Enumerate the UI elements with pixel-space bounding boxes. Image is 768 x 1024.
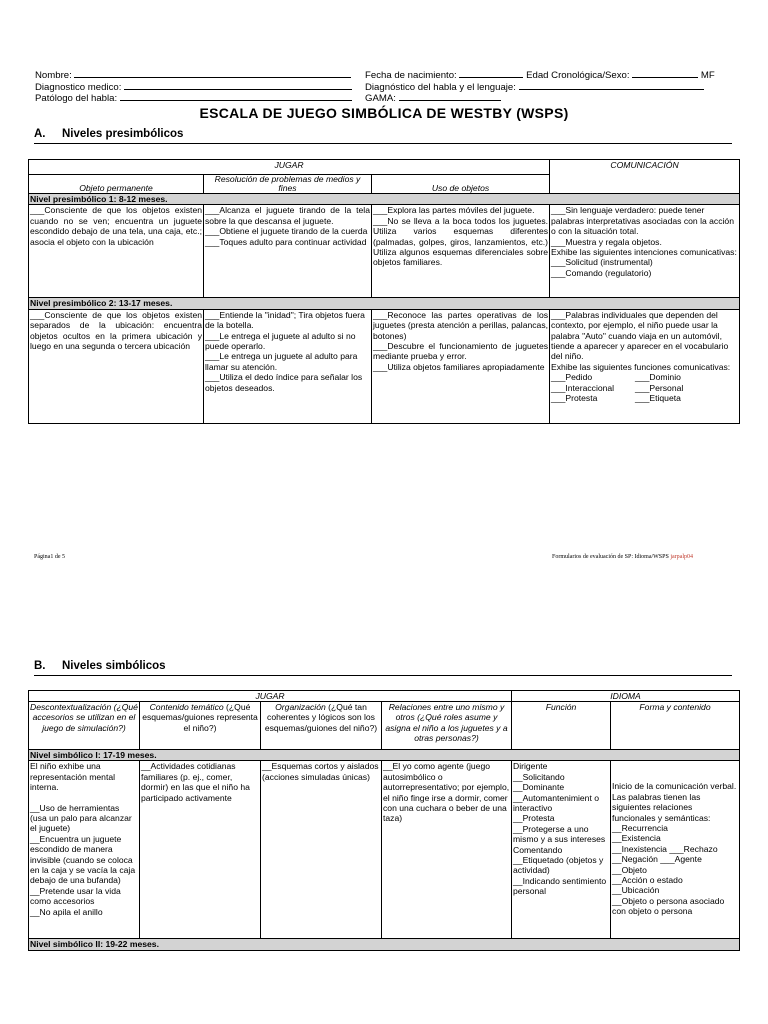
s1-desc-item: __No apila el anillo: [30, 906, 103, 917]
l1-objeto-cell: ___Consciente de que los objetos existen cuando no se ven; encuentra un juguete escondido debajo de una tela, una caja, etc.; asocia el objeto con la ubicación: [29, 205, 204, 298]
nombre-label: Nombre:: [35, 70, 72, 81]
section-a-letter: A.: [34, 128, 46, 140]
edad-line[interactable]: [632, 68, 698, 78]
l2-com-pair-left: ___Pedido: [551, 372, 593, 383]
fecha-nacimiento-label: Fecha de nacimiento:: [365, 70, 457, 81]
nivel-presimbolico-2: Nivel presimbólico 2: 13-17 meses.: [29, 298, 740, 309]
contenido-tematico-title: Contenido temático: [149, 702, 224, 712]
s1-contenido-cell: __Actividades cotidianas familiares (p. ej., comer, dormir) en las que el niño ha participado activamente: [140, 761, 261, 939]
s1-funcion-cell: [512, 761, 611, 939]
s1-funcion-item: __Protesta: [513, 813, 555, 824]
l1-resolucion-item: ___Toques adulto para continuar actividad: [205, 236, 367, 247]
l1-com-item: Exhibe las siguientes intenciones comunicativas:: [551, 247, 737, 258]
idioma-header: IDIOMA: [512, 691, 740, 702]
organizacion-title: Organización: [275, 702, 326, 712]
l1-resolucion-cell: [204, 205, 372, 298]
contenido-tematico-desc: (¿Qué esquemas/guiones representa el niño?): [142, 702, 258, 733]
l1-com-item: ___Muestra y regala objetos.: [551, 236, 662, 247]
s1-funcion-item: __Automantenimient o interactivo: [513, 792, 600, 814]
s1-forma-cell: [611, 761, 740, 939]
section-b-heading: [34, 660, 166, 672]
l2-com-pair-right: ___Etiqueta: [635, 393, 681, 404]
uso-objetos-header: Uso de objetos: [372, 175, 550, 194]
forma-contenido-header: Forma y contenido: [611, 702, 740, 750]
l2-com-item: ___Palabras individuales que dependen del contexto, por ejemplo, el niño puede usar la palabra "Auto" cuando viaja en un automóvil, tiende a aparecer y aparecer en el vocabulario del niño.: [551, 309, 729, 362]
l2-com-item: Exhibe las siguientes funciones comunicativas:: [551, 361, 731, 372]
s1-desc-item: El niño exhibe una representación mental interna.: [30, 761, 116, 793]
s1-forma-item: __Acción o estado: [612, 875, 683, 886]
l2-com-pair-right: ___Dominio: [635, 372, 681, 383]
resolucion-header: Resolución de problemas de medios y fines: [204, 175, 372, 194]
l2-uso-cell: [372, 309, 550, 423]
table-simbolicos: [28, 690, 740, 951]
l2-uso-item: ___Utiliza objetos familiares apropiadamente: [373, 361, 545, 372]
l2-com-pair: [551, 372, 738, 382]
l2-comunicacion-cell: [550, 309, 740, 423]
l2-resolucion-item: ___Utiliza el dedo índice para señalar los objetos deseados.: [205, 372, 363, 393]
s1-forma-item: __Negación ___Agente: [612, 854, 702, 865]
s1-forma-intro: Inicio de la comunicación verbal. Las palabras tienen las siguientes relaciones funcionales y semánticas:: [612, 781, 737, 823]
contenido-tematico-header: [140, 702, 261, 750]
section-a-rule: [34, 143, 732, 144]
nivel-simbolico-2: Nivel simbólico II: 19-22 meses.: [29, 939, 740, 950]
s1-relaciones-cell: __El yo como agente (juego autosimbólico o autorrepresentativo; por ejemplo, el niño finge irse a dormir, comer con una cuchara o beber de una taza): [382, 761, 512, 939]
descontextualizacion-header: [29, 702, 140, 750]
gama-line[interactable]: [399, 91, 501, 101]
l2-com-pair: [551, 383, 738, 393]
s1-funcion-item: __Dominante: [513, 782, 565, 793]
footer-form-code: jarpalp04: [670, 554, 693, 560]
s1-funcion-item: __Protegerse a uno mismo y a sus intereses: [513, 823, 606, 845]
organizacion-desc: (¿Qué tan coherentes y lógicos son los esquemas/guiones del niño?): [264, 702, 378, 733]
l1-comunicacion-cell: [550, 205, 740, 298]
section-a-heading: [34, 128, 183, 140]
s1-desc-item: __Encuentra un juguete escondido de manera invisible (cuando se coloca en la caja y se vacía la caja debajo de una bufanda): [30, 833, 136, 886]
jugar-header-b: JUGAR: [29, 691, 512, 702]
l2-resolucion-cell: [204, 309, 372, 423]
l1-resolucion-item: ___Obtiene el juguete tirando de la cuerda: [205, 226, 368, 237]
comunicacion-header: COMUNICACIÓN: [550, 160, 740, 194]
s1-funcion-item: __Indicando sentimiento personal: [513, 875, 607, 897]
l2-com-pair: [551, 393, 738, 403]
footer-page-number: Página1 de 5: [34, 554, 65, 560]
gama-label: GAMA:: [365, 93, 396, 104]
page-title: ESCALA DE JUEGO SIMBÓLICA DE WESTBY (WSPS): [199, 105, 569, 121]
s1-descontextualizacion-cell: [29, 761, 140, 939]
relaciones-header: Relaciones entre uno mismo y otros (¿Qué roles asume y asigna el niño a los juguetes y a otras personas?): [382, 702, 512, 750]
l2-com-pair-right: ___Personal: [635, 382, 684, 393]
s1-forma-item: __Objeto o persona asociado con objeto o persona: [612, 895, 725, 917]
jugar-header: JUGAR: [29, 160, 550, 175]
section-b-rule: [34, 675, 732, 676]
l1-com-item: ___Comando (regulatorio): [551, 267, 652, 278]
l2-objeto-cell: ___Consciente de que los objetos existen separados de la ubicación: encuentra objetos ocultos en la primera ubicación y luego en una segunda o tercera ubicación: [29, 309, 204, 423]
s1-organizacion-cell: __Esquemas cortos y aislados (acciones simuladas únicas): [261, 761, 382, 939]
funcion-header: Función: [512, 702, 611, 750]
fecha-nacimiento-line[interactable]: [459, 68, 523, 78]
gama-field: [365, 91, 501, 104]
table-presimbolicos: [28, 159, 740, 424]
s1-forma-item: __Recurrencia: [612, 823, 668, 834]
diagnostico-medico-label: Diagnostico medico:: [35, 82, 122, 93]
s1-forma-item: __Existencia: [612, 833, 661, 844]
s1-funcion-item: __Etiquetado (objetos y actividad): [513, 855, 604, 876]
l1-com-item: ___Solicitud (instrumental): [551, 257, 653, 268]
l2-resolucion-item: ___Le entrega un juguete al adulto para llamar su atención.: [205, 351, 358, 372]
l2-resolucion-item: ___Entiende la "inidad"; Tira objetos fuera de la botella.: [205, 309, 365, 331]
l2-com-pair-left: ___Protesta: [551, 393, 598, 404]
nivel-presimbolico-1: Nivel presimbólico 1: 8-12 meses.: [29, 194, 740, 205]
l1-uso-item: ___Explora las partes móviles del juguete.: [373, 205, 535, 216]
nivel-simbolico-1: Nivel simbólico I: 17-19 meses.: [29, 750, 740, 761]
l2-com-pair-left: ___Interaccional: [551, 382, 615, 393]
l2-resolucion-item: ___Le entrega el juguete al adulto si no puede operarlo.: [205, 330, 356, 352]
l1-resolucion-item: ___Alcanza el juguete tirando de la tela sobre la que descansa el juguete.: [205, 205, 370, 226]
s1-funcion-item: __Solicitando: [513, 771, 565, 782]
diagnostico-habla-label: Diagnóstico del habla y el lenguaje:: [365, 82, 516, 93]
s1-desc-item: __Pretende usar la vida como accesorios: [30, 885, 121, 907]
s1-desc-spacer: [30, 793, 138, 803]
mf-label: MF: [700, 70, 715, 81]
s1-funcion-item: Dirigente: [513, 761, 548, 772]
s1-forma-item: __Objeto: [612, 864, 647, 875]
patologo-label: Patólogo del habla:: [35, 93, 118, 104]
descontextualizacion-text: Descontextualización (¿Qué accesorios se utilizan en el juego de simulación?): [30, 702, 138, 733]
l2-uso-item: ___Reconoce las partes operativas de los juguetes (presta atención a perillas, palancas, botones): [373, 309, 549, 341]
section-a-label: Niveles presimbólicos: [62, 128, 184, 140]
footer-form-label: Formularios de evaluación de SP: Idioma/WSPS: [552, 554, 669, 560]
l2-uso-item: ___Descubre el funcionamiento de juguetes mediante prueba y error.: [373, 341, 549, 362]
l1-uso-cell: [372, 205, 550, 298]
l1-com-item: ___Sin lenguaje verdadero: puede tener palabras interpretativas asociadas con la acción o con la situación total.: [551, 205, 734, 237]
edad-label: Edad Cronológica/Sexo:: [526, 70, 630, 81]
l1-uso-item: ___No se lleva a la boca todos los juguetes. Utiliza varios esquemas diferentes (palmadas, golpes, giros, lanzamientos, etc.) Utiliza algunos esquemas diferenciales sobre objetos familiares.: [373, 215, 549, 268]
footer-form-name: [552, 554, 693, 560]
patologo-line[interactable]: [120, 91, 352, 101]
nombre-line[interactable]: [74, 68, 351, 78]
objeto-permanente-header: Objeto permanente: [29, 175, 204, 194]
s1-funcion-item: Comentando: [513, 844, 563, 855]
s1-desc-item: __Uso de herramientas (usa un palo para alcanzar el juguete): [30, 802, 132, 834]
s1-forma-item: __Inexistencia ___Rechazo: [612, 843, 718, 854]
organizacion-header: [261, 702, 382, 750]
s1-forma-item: __Ubicación: [612, 885, 660, 896]
diagnostico-medico-line[interactable]: [124, 80, 352, 90]
patologo-field: [35, 91, 352, 104]
section-b-letter: B.: [34, 660, 46, 672]
section-b-label: Niveles simbólicos: [62, 660, 166, 672]
diagnostico-habla-line[interactable]: [519, 80, 704, 90]
